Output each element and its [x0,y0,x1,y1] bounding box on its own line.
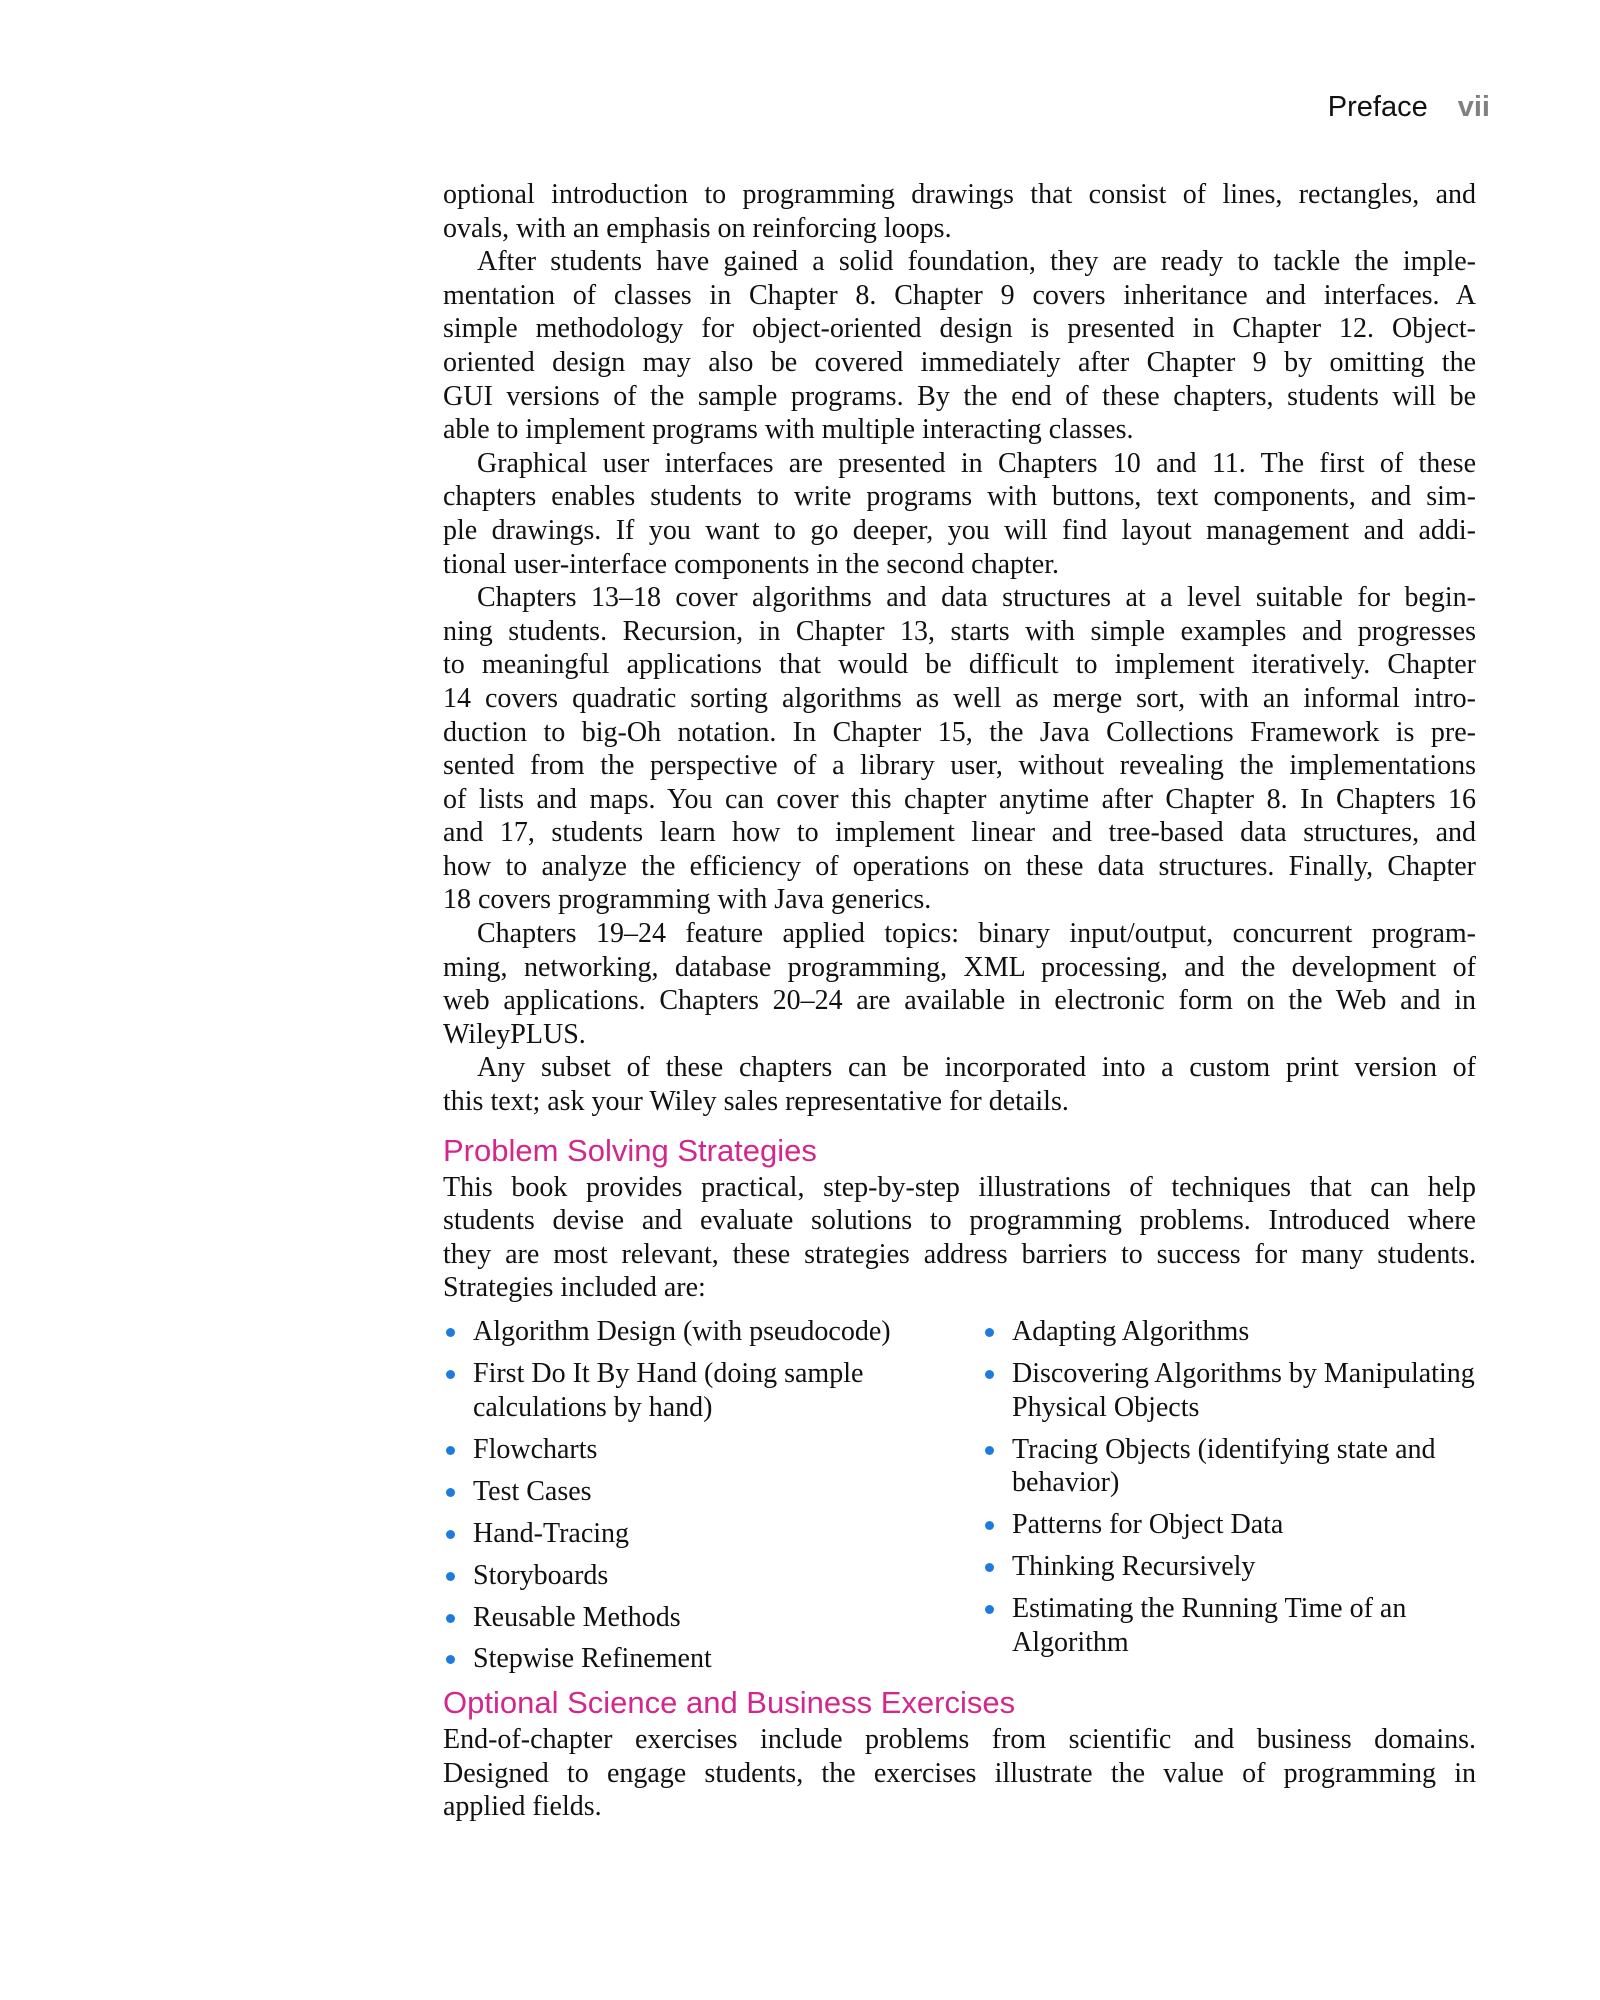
list-item [982,1592,1476,1659]
text-line: mentation of classes in Chapter 8. Chapter 9 covers inheritance and interfaces. A [443,279,1476,311]
text-line: they are most relevant, these strategies address barriers to success for many students. [443,1238,1476,1270]
list-item [982,1357,1476,1424]
list-item-text: Estimating the Running Time of an Algorithm [1012,1593,1407,1658]
text-line: duction to big-Oh notation. In Chapter 15, the Java Collections Framework is pre- [443,716,1476,748]
text-line: chapters enables students to write programs with buttons, text components, and sim- [443,481,1476,513]
text-line: ning students. Recursion, in Chapter 13, starts with simple examples and progresses [443,615,1476,647]
list-item-text: Adapting Algorithms [1012,1316,1250,1347]
text-line: 18 covers programming with Java generics. [443,884,932,916]
list-item [982,1315,1476,1349]
text-line: Designed to engage students, the exercises illustrate the value of programming in [443,1757,1476,1789]
list-item [443,1433,963,1467]
paragraph-science-business [443,1723,1476,1824]
bullet-icon [985,1521,994,1530]
paragraph-applied-topics [443,917,1476,1051]
text-line: web applications. Chapters 20–24 are available in electronic form on the Web and in [443,985,1476,1017]
text-line: Strategies included are: [443,1272,706,1304]
bullet-icon [446,1370,455,1379]
text-line: Any subset of these chapters can be incorporated into a custom print version of [477,1052,1476,1084]
paragraph-gui [443,447,1476,581]
text-line: how to analyze the efficiency of operations on these data structures. Finally, Chapter [443,850,1476,882]
list-item [443,1357,963,1424]
strategies-list [443,1315,1476,1685]
page-number: vii [1457,91,1490,123]
list-item [443,1642,963,1676]
bullet-icon [446,1530,455,1539]
text-line: Chapters 19–24 feature applied topics: binary input/output, concurrent program- [477,918,1476,950]
text-line: This book provides practical, step-by-step illustrations of techniques that can help [443,1171,1476,1203]
text-line: simple methodology for object-oriented design is presented in Chapter 12. Object- [443,313,1476,345]
list-item-text: Reusable Methods [473,1601,681,1633]
text-line: ple drawings. If you want to go deeper, you will find layout management and addi- [443,514,1476,546]
text-line: GUI versions of the sample programs. By the end of these chapters, students will be [443,380,1476,412]
list-item [443,1315,963,1349]
list-item-text: Hand-Tracing [473,1517,630,1549]
text-line: oriented design may also be covered immediately after Chapter 9 by omitting the [443,346,1476,378]
list-item [443,1475,963,1509]
bullet-icon [985,1328,994,1337]
text-line: ming, networking, database programming, XML processing, and the development of [443,951,1476,983]
text-line: tional user-interface components in the second chapter. [443,548,1059,580]
list-item-text: Flowcharts [473,1433,598,1465]
list-item-text: First Do It By Hand (doing sample calculations by hand) [473,1357,864,1423]
running-head-title: Preface [1327,91,1428,123]
text-column [443,178,1476,1824]
list-item [443,1517,963,1551]
text-line: 14 covers quadratic sorting algorithms as well as merge sort, with an informal intro- [443,682,1476,714]
text-line: ovals, with an emphasis on reinforcing loops. [443,212,952,244]
bullet-icon [446,1655,455,1664]
bullet-icon [446,1488,455,1497]
list-item [443,1559,963,1593]
text-line: and 17, students learn how to implement linear and tree-based data structures, and [443,817,1476,849]
text-line: this text; ask your Wiley sales representative for details. [443,1086,1069,1118]
list-item-text: Thinking Recursively [1012,1551,1256,1583]
list-item-text: Test Cases [473,1475,592,1507]
bullet-icon [985,1563,994,1572]
list-item [982,1550,1476,1584]
paragraph-drawings-continuation [443,178,1476,245]
text-line: End-of-chapter exercises include problems from scientific and business domains. [443,1724,1476,1755]
strategies-list-right [982,1315,1476,1668]
text-line: of lists and maps. You can cover this chapter anytime after Chapter 8. In Chapters 16 [443,783,1476,815]
list-item-text: Patterns for Object Data [1012,1509,1284,1541]
list-item-text: Tracing Objects (identifying state and behavior) [1012,1433,1436,1499]
bullet-icon [985,1370,994,1379]
text-line: Chapters 13–18 cover algorithms and data structures at a level suitable for begin- [477,582,1476,614]
list-item-text: Algorithm Design (with pseudocode) [473,1316,891,1347]
text-line: optional introduction to programming drawings that consist of lines, rectangles, and [443,179,1476,210]
paragraph-custom-print [443,1051,1476,1118]
running-head [1328,90,1490,124]
strategies-list-left [443,1315,963,1684]
text-line: After students have gained a solid foundation, they are ready to tackle the imple- [477,246,1476,278]
bullet-icon [985,1605,994,1614]
section-heading-science-business: Optional Science and Business Exercises [443,1685,1016,1720]
list-item-text: Storyboards [473,1559,609,1591]
list-item [982,1508,1476,1542]
section-heading-problem-solving: Problem Solving Strategies [443,1132,817,1168]
list-item-text: Stepwise Refinement [473,1643,712,1675]
list-item [443,1601,963,1635]
text-line: applied fields. [443,1791,602,1823]
text-line: able to implement programs with multiple interacting classes. [443,414,1134,446]
bullet-icon [446,1446,455,1455]
paragraph-problem-solving [443,1171,1476,1305]
list-item-text: Discovering Algorithms by Manipulating Physical Objects [1012,1357,1475,1423]
paragraph-classes [443,245,1476,447]
list-item [982,1433,1476,1500]
bullet-icon [446,1572,455,1581]
text-line: to meaningful applications that would be difficult to implement iteratively. Chapter [443,649,1476,681]
text-line: Graphical user interfaces are presented in Chapters 10 and 11. The first of these [477,447,1476,479]
paragraph-algorithms [443,581,1476,917]
bullet-icon [985,1446,994,1455]
bullet-icon [446,1614,455,1623]
text-line: WileyPLUS. [443,1018,586,1050]
text-line: sented from the perspective of a library user, without revealing the implementations [443,750,1476,782]
text-line: students devise and evaluate solutions to programming problems. Introduced where [443,1205,1476,1237]
bullet-icon [446,1328,455,1337]
